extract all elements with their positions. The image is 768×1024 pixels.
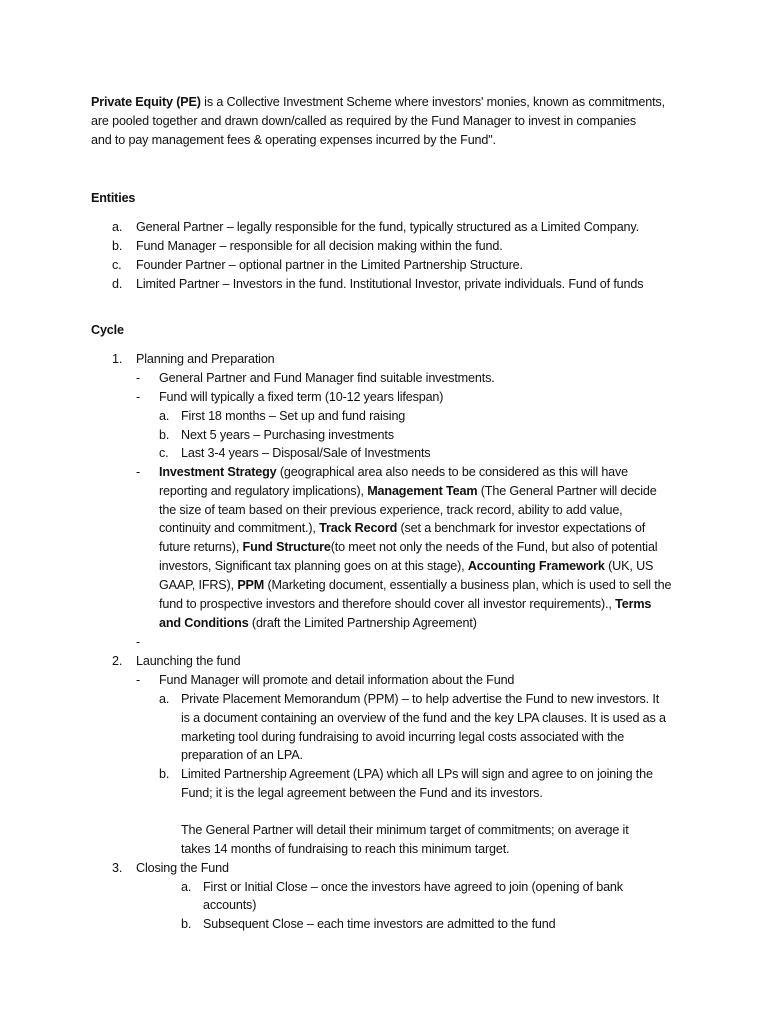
paragraph-line: future returns), Fund Structure(to meet not only the needs of the Fund, but also of potential bbox=[159, 540, 658, 554]
bullet-text: General Partner and Fund Manager find suitable investments. bbox=[159, 371, 495, 385]
ppm-line: is a document containing an overview of the fund and the key LPA clauses. It is used as a bbox=[181, 711, 666, 725]
entity-marker: b. bbox=[112, 239, 123, 253]
entities-heading: Entities bbox=[91, 191, 136, 205]
paragraph-line: the size of team based on their previous experience, track record, ability to add value, bbox=[159, 503, 623, 517]
lpa-line: Fund; it is the legal agreement between the Fund and its investors. bbox=[181, 786, 543, 800]
sub-item: First 18 months – Set up and fund raising bbox=[181, 409, 406, 423]
step-marker: 1. bbox=[112, 352, 123, 366]
paragraph-line: reporting and regulatory implications), Management Team (The General Partner will decide bbox=[159, 484, 657, 498]
ppm-line: preparation of an LPA. bbox=[181, 748, 303, 762]
entity-item-founder-partner: Founder Partner – optional partner in the Limited Partnership Structure. bbox=[136, 258, 523, 272]
step-marker: 2. bbox=[112, 654, 123, 668]
entity-marker: c. bbox=[112, 258, 122, 272]
bullet-dash: - bbox=[136, 371, 141, 385]
sub-marker: b. bbox=[181, 917, 192, 931]
note-line: takes 14 months of fundraising to reach this minimum target. bbox=[181, 842, 510, 856]
bullet-dash: - bbox=[136, 673, 141, 687]
cycle-heading: Cycle bbox=[91, 323, 124, 337]
entity-item-fund-manager: Fund Manager – responsible for all decision making within the fund. bbox=[136, 239, 503, 253]
paragraph-line: Investment Strategy (geographical area also needs to be considered as this will have bbox=[159, 465, 629, 479]
entity-item-limited-partner: Limited Partner – Investors in the fund. Institutional Investor, private individuals. Fund of funds bbox=[136, 277, 644, 291]
step-title-planning: Planning and Preparation bbox=[136, 352, 275, 366]
intro-line-1: Private Equity (PE) is a Collective Investment Scheme where investors' monies, known as commitments, bbox=[91, 95, 665, 109]
bullet-text: Fund Manager will promote and detail information about the Fund bbox=[159, 673, 515, 687]
paragraph-line: fund to prospective investors and therefore should cover all investor requirements)., Terms bbox=[159, 597, 652, 611]
sub-marker: c. bbox=[159, 446, 169, 460]
sub-marker: a. bbox=[159, 409, 170, 423]
close-line: Subsequent Close – each time investors are admitted to the fund bbox=[203, 917, 556, 931]
entity-marker: d. bbox=[112, 277, 123, 291]
ppm-line: Private Placement Memorandum (PPM) – to help advertise the Fund to new investors. It bbox=[181, 692, 660, 706]
paragraph-line: investors, Significant tax planning goes on at this stage), Accounting Framework (UK, US bbox=[159, 559, 654, 573]
intro-line-2: are pooled together and drawn down/called as required by the Fund Manager to invest in companies bbox=[91, 114, 636, 128]
paragraph-line: GAAP, IFRS), PPM (Marketing document, essentially a business plan, which is used to sell the bbox=[159, 578, 672, 592]
step-marker: 3. bbox=[112, 861, 123, 875]
bullet-dash: - bbox=[136, 465, 141, 479]
entity-item-general-partner: General Partner – legally responsible for the fund, typically structured as a Limited Company. bbox=[136, 220, 639, 234]
ppm-line: marketing tool during fundraising to avoid incurring legal costs associated with the bbox=[181, 730, 625, 744]
sub-item: Next 5 years – Purchasing investments bbox=[181, 428, 394, 442]
sub-marker: b. bbox=[159, 767, 170, 781]
paragraph-line: and Conditions (draft the Limited Partnership Agreement) bbox=[159, 616, 477, 630]
note-line: The General Partner will detail their minimum target of commitments; on average it bbox=[181, 823, 629, 837]
close-line: accounts) bbox=[203, 898, 257, 912]
paragraph-line: continuity and commitment.), Track Record (set a benchmark for investor expectations of bbox=[159, 521, 646, 535]
sub-marker: a. bbox=[181, 880, 192, 894]
sub-item: Last 3-4 years – Disposal/Sale of Investments bbox=[181, 446, 431, 460]
sub-marker: a. bbox=[159, 692, 170, 706]
sub-marker: b. bbox=[159, 428, 170, 442]
step-title-closing: Closing the Fund bbox=[136, 861, 229, 875]
bullet-text: Fund will typically a fixed term (10-12 years lifespan) bbox=[159, 390, 444, 404]
intro-line-3: and to pay management fees & operating expenses incurred by the Fund". bbox=[91, 133, 496, 147]
lpa-line: Limited Partnership Agreement (LPA) which all LPs will sign and agree to on joining the bbox=[181, 767, 653, 781]
bullet-dash-empty: - bbox=[136, 635, 141, 649]
intro-term: Private Equity (PE) bbox=[91, 95, 201, 109]
step-title-launching: Launching the fund bbox=[136, 654, 241, 668]
close-line: First or Initial Close – once the investors have agreed to join (opening of bank bbox=[203, 880, 623, 894]
entity-marker: a. bbox=[112, 220, 123, 234]
bullet-dash: - bbox=[136, 390, 141, 404]
